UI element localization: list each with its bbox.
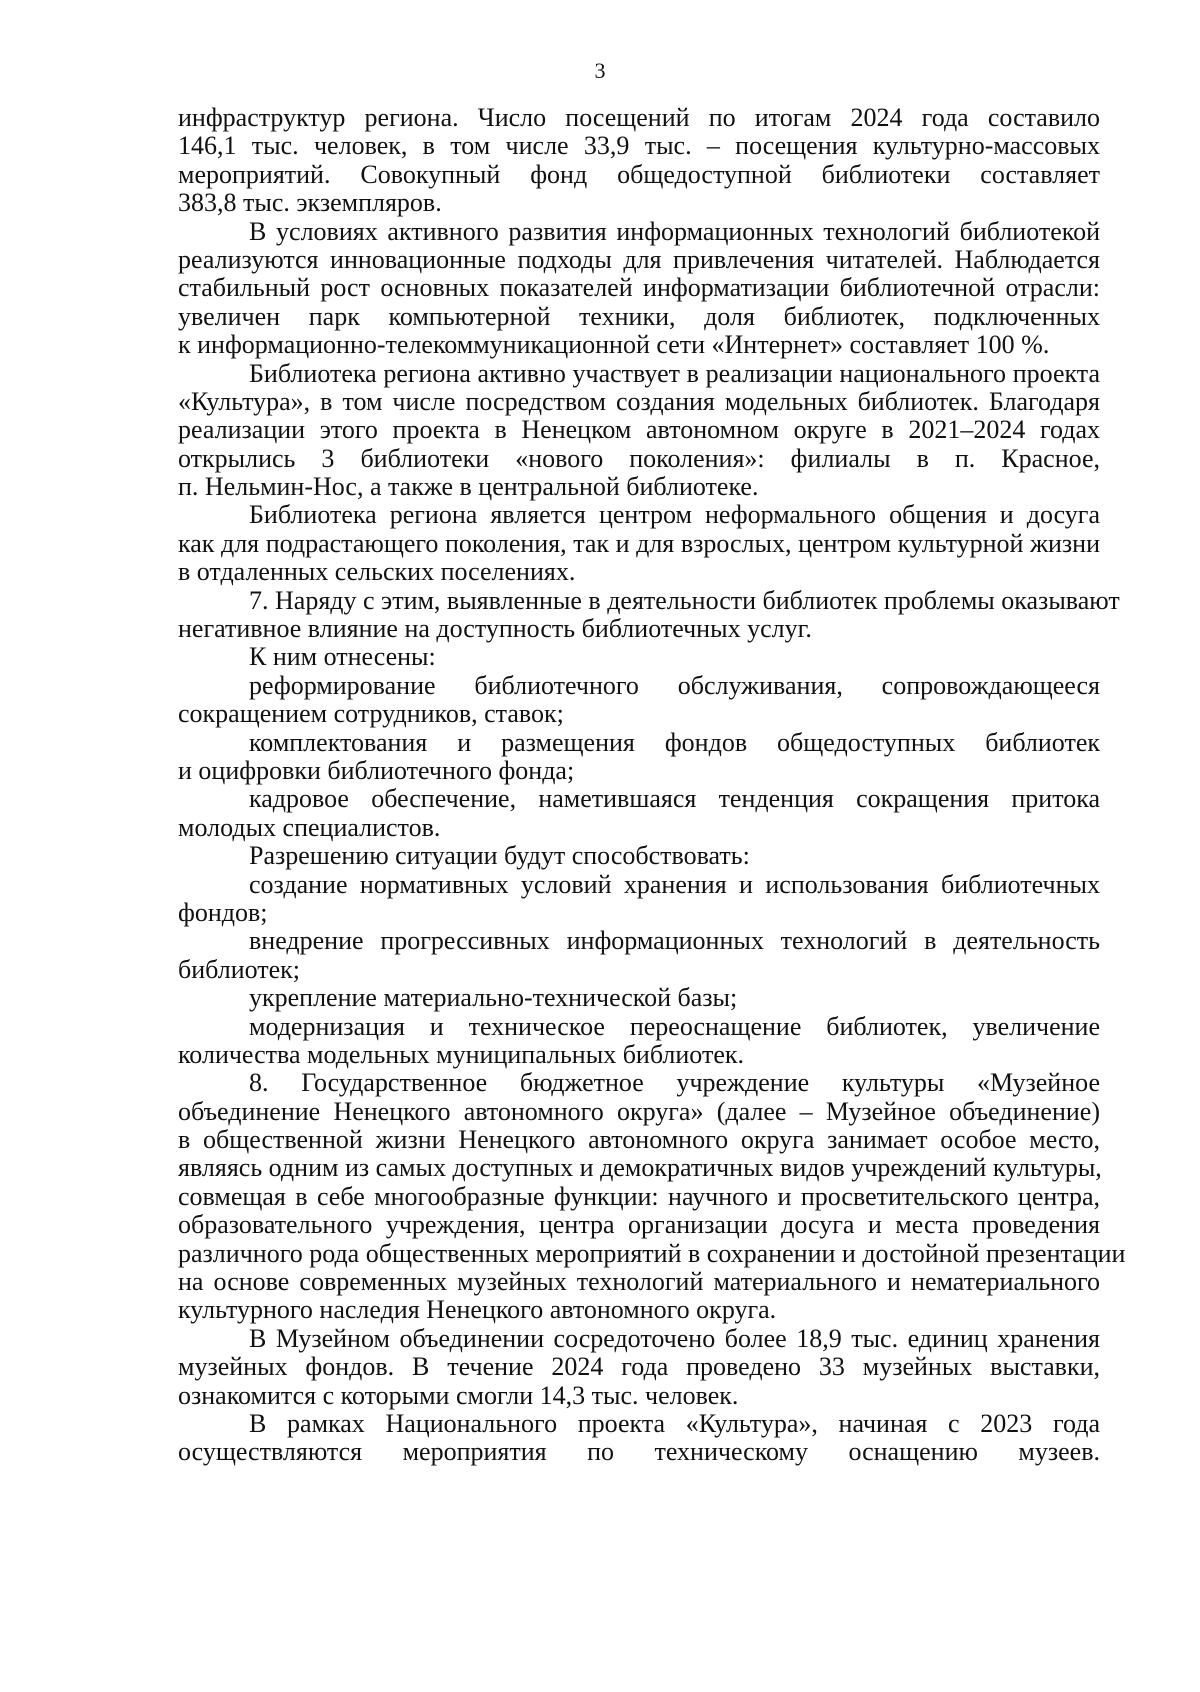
- text-line: как для подрастающего поколения, так и для взрослых, центром культурной жизни: [178, 528, 1100, 558]
- text-line: п. Нельмин-Нос, а также в центральной библиотеке.: [178, 472, 759, 502]
- text-line: объединение Ненецкого автономного округа» (далее – Музейное объединение): [178, 1096, 1100, 1126]
- text-line: фондов;: [178, 897, 268, 927]
- text-line: различного рода общественных мероприятий в сохранении и достойной презентации: [178, 1238, 1126, 1268]
- text-line: в отдаленных сельских поселениях.: [178, 557, 576, 587]
- text-line: в общественной жизни Ненецкого автономного округа занимает особое место,: [178, 1125, 1100, 1155]
- text-line: реализации этого проекта в Ненецком автономном округе в 2021–2024 годах: [178, 415, 1100, 445]
- text-line: создание нормативных условий хранения и использования библиотечных: [249, 869, 1100, 899]
- text-line: 8. Государственное бюджетное учреждение культуры «Музейное: [249, 1068, 1100, 1098]
- text-line: комплектования и размещения фондов общедоступных библиотек: [249, 727, 1100, 757]
- text-line: являясь одним из самых доступных и демократичных видов учреждений культуры,: [178, 1153, 1102, 1183]
- text-line: увеличен парк компьютерной техники, доля библиотек, подключенных: [178, 301, 1100, 331]
- text-line: К ним отнесены:: [249, 642, 436, 672]
- text-line: мероприятий. Совокупный фонд общедоступной библиотеки составляет: [178, 159, 1100, 189]
- text-line: количества модельных муниципальных библиотек.: [178, 1039, 744, 1069]
- text-line: внедрение прогрессивных информационных технологий в деятельность: [249, 926, 1100, 956]
- text-line: реализуются инновационные подходы для привлечения читателей. Наблюдается: [178, 244, 1100, 274]
- text-line: реформирование библиотечного обслуживания, сопровождающееся: [249, 670, 1100, 700]
- text-line: стабильный рост основных показателей информатизации библиотечной отрасли:: [178, 273, 1100, 303]
- text-line: открылись 3 библиотеки «нового поколения»: филиалы в п. Красное,: [178, 443, 1100, 473]
- text-line: 383,8 тыс. экземпляров.: [178, 188, 442, 218]
- text-line: Библиотека региона активно участвует в реализации национального проекта: [249, 358, 1100, 388]
- text-line: В Музейном объединении сосредоточено более 18,9 тыс. единиц хранения: [249, 1323, 1100, 1353]
- text-line: культурного наследия Ненецкого автономного округа.: [178, 1295, 777, 1325]
- text-line: инфраструктур региона. Число посещений по итогам 2024 года составило: [178, 103, 1100, 132]
- text-line: библиотек;: [178, 954, 301, 984]
- text-line: укрепление материально-технической базы;: [249, 983, 738, 1013]
- text-line: 146,1 тыс. человек, в том числе 33,9 тыс. – посещения культурно-массовых: [178, 131, 1100, 161]
- text-line: Разрешению ситуации будут способствовать:: [249, 841, 750, 871]
- text-line: на основе современных музейных технологий материального и нематериального: [178, 1267, 1100, 1297]
- text-line: ознакомится с которыми смогли 14,3 тыс. человек.: [178, 1380, 739, 1410]
- text-line: сокращением сотрудников, ставок;: [178, 699, 564, 729]
- text-line: кадровое обеспечение, наметившаяся тенденция сокращения притока: [249, 784, 1100, 814]
- text-line: негативное влияние на доступность библиотечных услуг.: [178, 614, 812, 644]
- text-line: музейных фондов. В течение 2024 года проведено 33 музейных выставки,: [178, 1352, 1100, 1382]
- text-line: молодых специалистов.: [178, 812, 441, 842]
- text-line: модернизация и техническое переоснащение библиотек, увеличение: [249, 1011, 1100, 1041]
- page-number: 3: [594, 58, 606, 83]
- text-line: совмещая в себе многообразные функции: научного и просветительского центра,: [178, 1181, 1100, 1211]
- text-line: образовательного учреждения, центра организации досуга и места проведения: [178, 1210, 1100, 1240]
- text-line: 7. Наряду с этим, выявленные в деятельности библиотек проблемы оказывают: [249, 585, 1120, 615]
- text-line: осуществляются мероприятия по техническому оснащению музеев.: [178, 1437, 1100, 1467]
- text-line: «Культура», в том числе посредством создания модельных библиотек. Благодаря: [178, 386, 1100, 416]
- document-body: [178, 103, 1126, 1467]
- text-line: В условиях активного развития информационных технологий библиотекой: [249, 216, 1100, 246]
- text-line: к информационно-телекоммуникационной сети «Интернет» составляет 100 %.: [178, 330, 1050, 360]
- text-line: В рамках Национального проекта «Культура», начиная с 2023 года: [249, 1408, 1100, 1438]
- text-line: и оцифровки библиотечного фонда;: [178, 755, 575, 785]
- text-line: Библиотека региона является центром неформального общения и досуга: [249, 500, 1100, 530]
